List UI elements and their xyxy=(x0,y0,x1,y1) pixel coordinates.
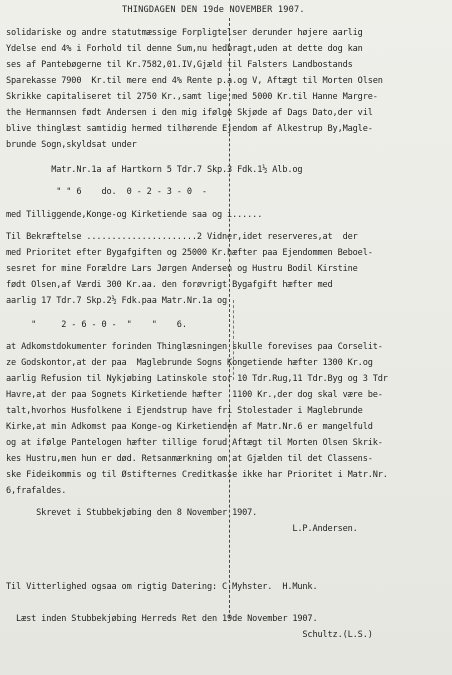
text-line-12: Til Bekræftelse ......................2 Vidner,idet reserveres,at der xyxy=(6,232,358,242)
text-line-8: brunde Sogn,skyldsat under xyxy=(6,140,137,150)
text-line-28: Skrevet i Stubbekjøbing den 8 November 1907. xyxy=(6,508,258,518)
text-line-4: Sparekasse 7900 Kr.til mere end 4% Rente p.a.og V, Aftægt til Morten Olsen xyxy=(6,76,383,86)
text-line-16: aarlig 17 Tdr.7 Skp.2½ Fdk.paa Matr.Nr.1a og xyxy=(6,296,228,306)
text-line-1: solidariske og andre statutmæssige Forpligtelser derunder højere aarlig xyxy=(6,28,363,38)
page-header: THINGDAGEN DEN 19de NOVEMBER 1907. xyxy=(122,5,305,15)
text-line-25: kes Hustru,men hun er død. Retsanmærkning om at Gjælden til det Classens- xyxy=(6,454,373,464)
text-line-6: the Hermannsen født Andersen i den mig ifølge Skjøde af Dags Dato,der vil xyxy=(6,108,373,118)
text-line-27: 6,frafaldes. xyxy=(6,486,67,496)
text-line-3: ses af Pantebøgerne til Kr.7582,01.IV,Gjæld til Falsters Landbostands xyxy=(6,60,353,70)
text-line-26: ske Fideikommis og til Østifternes Creditkasse ikke har Prioritet i Matr.Nr. xyxy=(6,470,388,480)
binding-fold-line-secondary xyxy=(233,300,235,380)
signature-andersen: L.P.Andersen. xyxy=(6,524,358,534)
text-line-5: Skrikke capitaliseret til 2750 Kr.,samt lige med 5000 Kr.til Hanne Margre- xyxy=(6,92,378,102)
text-line-23: Kirke,at min Adkomst paa Konge-og Kirketienden af Matr.Nr.6 er mangelfuld xyxy=(6,422,373,432)
text-line-13: med Prioritet efter Bygafgiften og 25000 Kr.hæfter paa Ejendommen Beboel- xyxy=(6,248,373,258)
text-line-24: og at ifølge Pantelogen hæfter tillige forud Aftægt til Morten Olsen Skrik- xyxy=(6,438,383,448)
text-line-11: med Tilliggende,Konge-og Kirketiende saa og i...... xyxy=(6,210,263,220)
text-line-20: aarlig Refusion til Nykjøbing Latinskole stor 10 Tdr.Rug,11 Tdr.Byg og 3 Tdr xyxy=(6,374,388,384)
text-line-15: født Olsen,af Værdi 300 Kr.aa. den forøvrigt Bygafgift hæfter med xyxy=(6,280,333,290)
text-line-2: Ydelse end 4% i Forhold til denne Sum,nu hedbragt,uden at dette dog kan xyxy=(6,44,363,54)
text-line-30: Til Vitterlighed ogsaa om rigtig Datering: C.Myhster. H.Munk. xyxy=(6,582,318,592)
signature-schultz: Schultz.(L.S.) xyxy=(6,630,373,640)
text-line-21: Havre,at der paa Sognets Kirketiende hæfter 1100 Kr.,der dog skal være be- xyxy=(6,390,383,400)
text-line-7: blive thinglæst samtidig hermed tilhørende Ejendom af Alkestrup By,Magle- xyxy=(6,124,373,134)
text-line-14: sesret for mine Forældre Lars Jørgen Andersen og Hustru Bodil Kirstine xyxy=(6,264,358,274)
text-line-9: Matr.Nr.1a af Hartkorn 5 Tdr.7 Skp.3 Fdk.1½ Alb.og xyxy=(6,165,303,175)
text-line-10: " " 6 do. 0 - 2 - 3 - 0 - xyxy=(6,187,207,197)
binding-fold-line xyxy=(229,18,231,618)
text-line-17: " 2 - 6 - 0 - " " 6. xyxy=(6,320,187,330)
text-line-19: ze Godskontor,at der paa Maglebrunde Sogns Kongetiende hæfter 1300 Kr.og xyxy=(6,358,373,368)
text-line-22: talt,hvorhos Husfolkene i Ejendstrup have fri Stolestader i Maglebrunde xyxy=(6,406,363,416)
text-line-18: at Adkomstdokumenter forinden Thinglæsningen skulle forevises paa Corselit- xyxy=(6,342,383,352)
text-line-31: Læst inden Stubbekjøbing Herreds Ret den 19de November 1907. xyxy=(6,614,318,624)
